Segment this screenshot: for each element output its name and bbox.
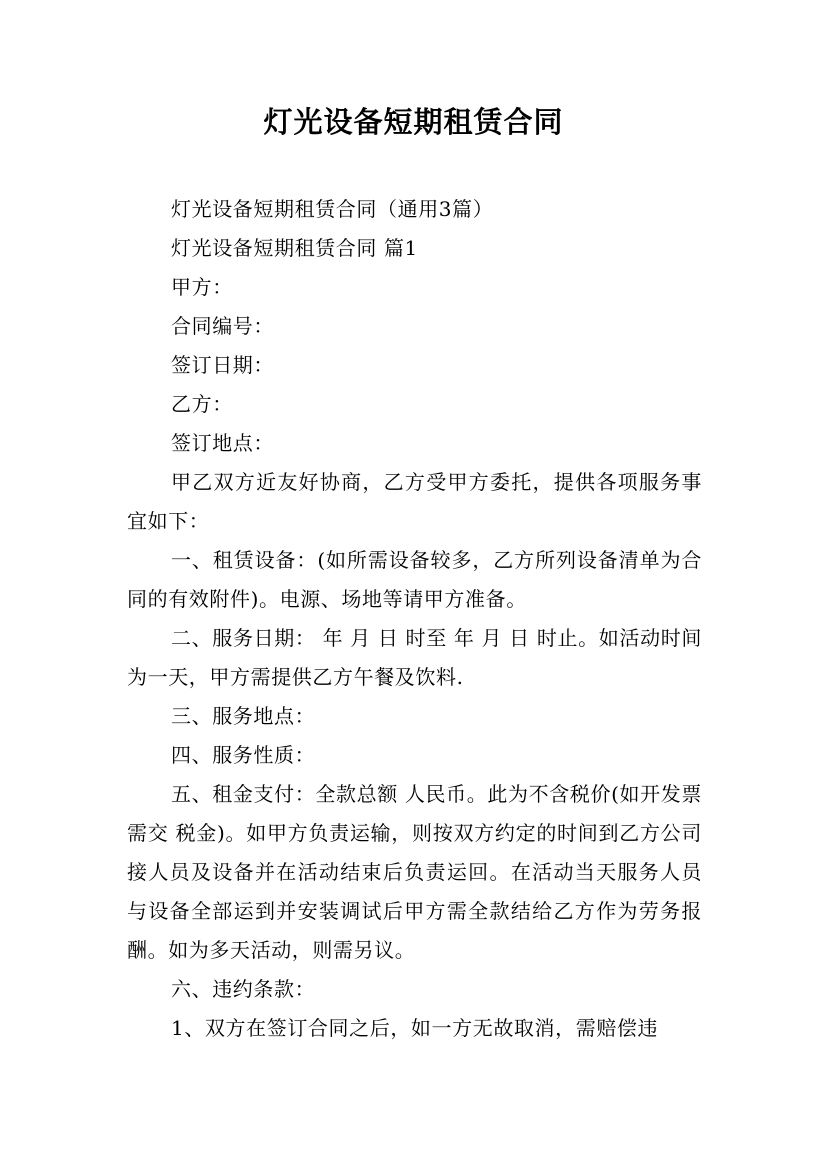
party-b-field: 乙方： (171, 392, 233, 416)
document-body (127, 190, 702, 1048)
clause-3-service-location: 三、服务地点： (171, 704, 316, 728)
signing-date-field: 签订日期： (171, 353, 274, 377)
clause-5-payment: 五、租金支付：全款总额 人民币。此为不含税价(如开发票需交 税金)。如甲方负责运输，则按双方约定的时间到乙方公司接人员及设备并在活动结束后负责运回。在活动当天服务人员与设备全部运到并安装调试后甲方需全款结给乙方作为劳务报酬。如为多天活动，则需另议。 (127, 782, 702, 962)
subtitle-collection: 灯光设备短期租赁合同（通用3篇） (171, 197, 494, 221)
clause-6-breach: 六、违约条款： (171, 977, 316, 1001)
contract-number-field: 合同编号： (171, 314, 274, 338)
party-a-field: 甲方： (171, 275, 233, 299)
signing-place-field: 签订地点： (171, 431, 274, 455)
clause-4-service-nature: 四、服务性质： (171, 743, 316, 767)
clause-2-service-date: 二、服务日期： 年 月 日 时至 年 月 日 时止。如活动时间为一天，甲方需提供乙方午餐及饮料. (127, 626, 702, 689)
document-title: 灯光设备短期租赁合同 (263, 105, 564, 139)
section-heading-part-1: 灯光设备短期租赁合同 篇1 (171, 236, 418, 260)
intro-paragraph: 甲乙双方近友好协商，乙方受甲方委托，提供各项服务事宜如下： (127, 470, 702, 533)
breach-item-1: 1、双方在签订合同之后，如一方无故取消，需赔偿违 (171, 1016, 659, 1040)
clause-1-equipment: 一、租赁设备：(如所需设备较多，乙方所列设备清单为合同的有效附件)。电源、场地等请甲方准备。 (127, 548, 702, 611)
